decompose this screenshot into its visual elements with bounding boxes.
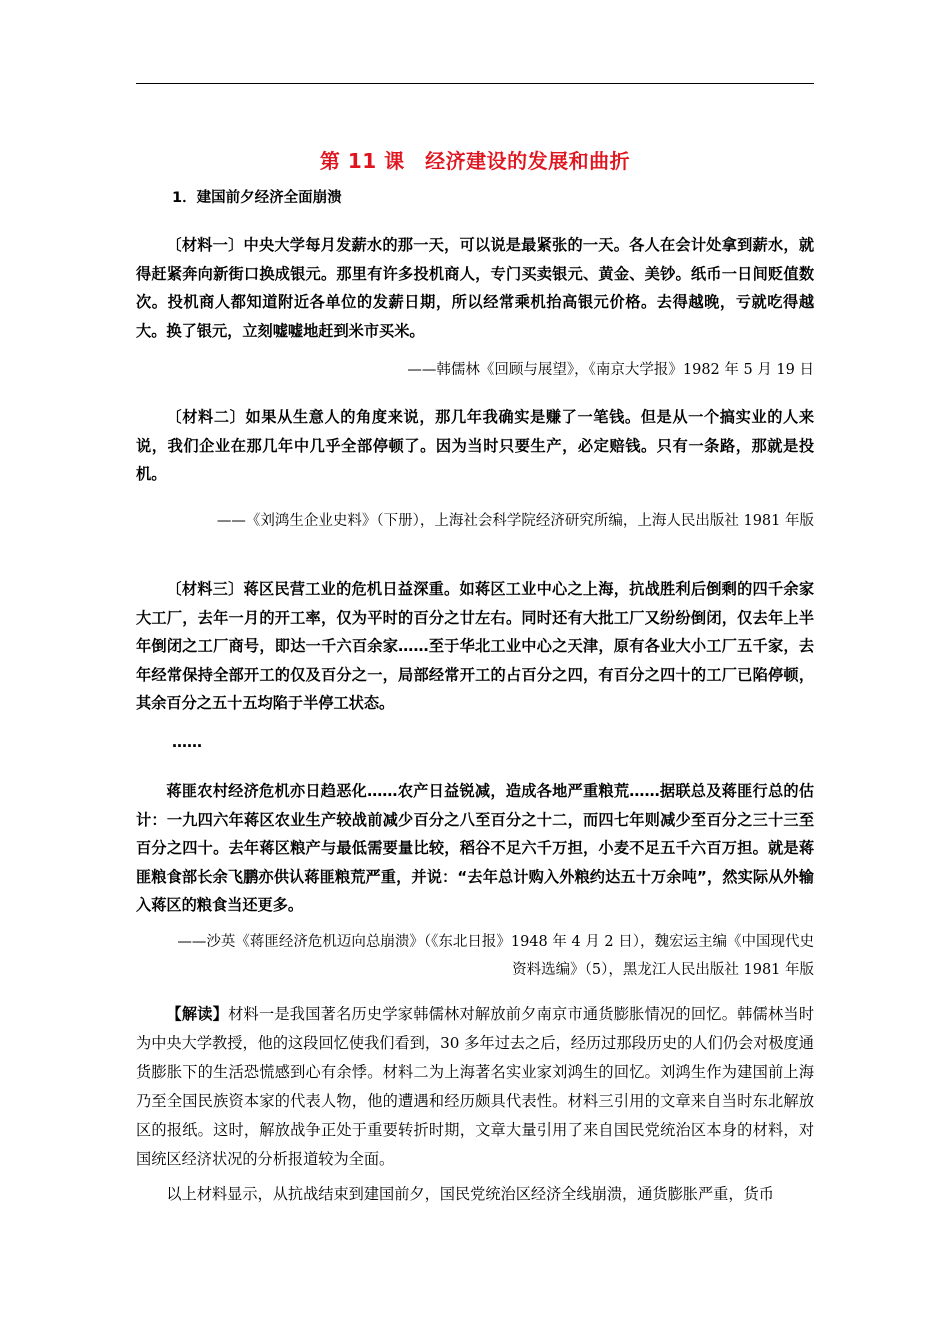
interpretation-paragraph <box>136 1000 814 1174</box>
material-1-text: 〔材料一〕中央大学每月发薪水的那一天，可以说是最紧张的一天。各人在会计处拿到薪水，就得赶紧奔向新街口换成银元。那里有许多投机商人，专门买卖银元、黄金、美钞。纸币一日间贬值数次。投机商人都知道附近各单位的发薪日期，所以经常乘机抬高银元价格。去得越晚，亏就吃得越大。换了银元，立刻嘘嘘地赶到米市买米。 <box>136 236 814 340</box>
material-3-text-continued: 蒋匪农村经济危机亦日趋恶化……农产日益锐减，造成各地严重粮荒……据联总及蒋匪行总的估计：一九四六年蒋区农业生产较战前减少百分之八至百分之十二，而四七年则减少至百分之三十三至百分之四十。去年蒋区粮产与最低需要量比较，稻谷不足六千万担，小麦不足五千六百万担。就是蒋匪粮食部长余飞鹏亦供认蒋匪粮荒严重，并说：“去年总计购入外粮约达五十万余吨”，然实际从外输入蒋区的粮食当还更多。 <box>136 782 814 914</box>
material-1-source: ——韩儒林《回顾与展望》，《南京大学报》1982 年 5 月 19 日 <box>407 362 814 378</box>
conclusion-paragraph: 以上材料显示，从抗战结束到建国前夕，国民党统治区经济全线崩溃，通货膨胀严重，货币 <box>166 1185 774 1203</box>
material-3-ellipsis: …… <box>172 733 202 751</box>
material-3-source: ——沙英《蒋匪经济危机迈向总崩溃》（《东北日报》1948 年 4 月 2 日），魏宏运主编《中国现代史资料选编》（5），黑龙江人民出版社 1981 年版 <box>177 934 814 978</box>
section-heading: 1．建国前夕经济全面崩溃 <box>172 190 342 206</box>
lesson-title: 第 11 课 经济建设的发展和曲折 <box>319 149 631 173</box>
material-2-source: ——《刘鸿生企业史料》（下册），上海社会科学院经济研究所编，上海人民出版社 1981 年版 <box>216 513 814 529</box>
interpretation-text: 材料一是我国著名历史学家韩儒林对解放前夕南京市通货膨胀情况的回忆。韩儒林当时为中央大学教授，他的这段回忆使我们看到，30 多年过去之后，经历过那段历史的人们仍会对极度通货膨胀下的生活恐慌感到心有余悸。材料二为上海著名实业家刘鸿生的回忆。刘鸿生作为建国前上海乃至全国民族资本家的代表人物，他的遭遇和经历颇具代表性。材料三引用的文章来自当时东北解放区的报纸。这时，解放战争正处于重要转折时期，文章大量引用了来自国民党统治区本身的材料，对国统区经济状况的分析报道较为全面。 <box>136 1005 815 1168</box>
material-2-text: 〔材料二〕如果从生意人的角度来说，那几年我确实是赚了一笔钱。但是从一个搞实业的人来说，我们企业在那几年中几乎全部停顿了。因为当时只要生产，必定赔钱。只有一条路，那就是投机。 <box>136 408 814 483</box>
material-3-text: 〔材料三〕蒋区民营工业的危机日益深重。如蒋区工业中心之上海，抗战胜利后倒剩的四千余家大工厂，去年一月的开工率，仅为平时的百分之廿左右。同时还有大批工厂又纷纷倒闭，仅去年上半年倒闭之工厂商号，即达一千六百余家……至于华北工业中心之天津，原有各业大小工厂五千家，去年经常保持全部开工的仅及百分之一，局部经常开工的占百分之四，有百分之四十的工厂已陷停顿，其余百分之五十五均陷于半停工状态。 <box>136 580 814 712</box>
interpretation-label: 【解读】 <box>166 1005 229 1023</box>
header-rule <box>136 83 814 84</box>
